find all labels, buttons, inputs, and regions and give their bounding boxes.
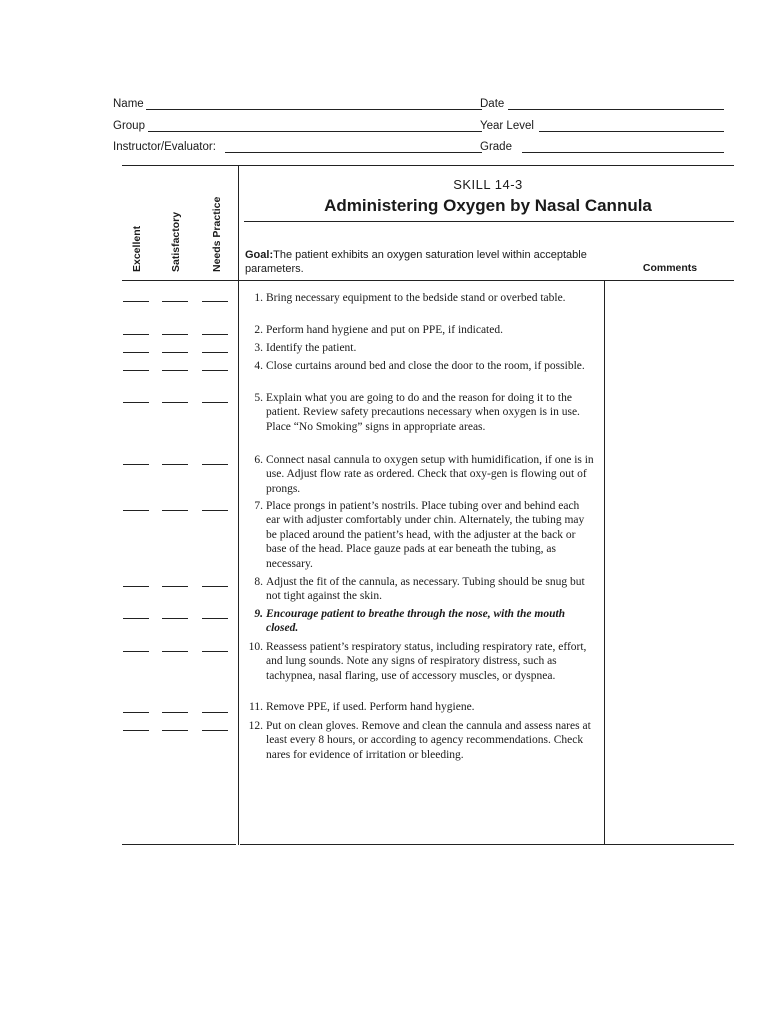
excellent-blank-step-4[interactable] xyxy=(123,370,149,371)
date-line xyxy=(508,109,724,110)
step-12 xyxy=(244,719,596,762)
step-9 xyxy=(244,607,596,636)
group-line xyxy=(148,131,482,132)
grade-field[interactable] xyxy=(480,140,725,154)
grade-line xyxy=(522,152,724,153)
needs-practice-blank-step-7[interactable] xyxy=(202,510,228,511)
satisfactory-blank-step-2[interactable] xyxy=(162,334,188,335)
goal-statement xyxy=(245,249,595,276)
step-text: Identify the patient. xyxy=(266,342,357,354)
step-text: Explain what you are going to do and the reason for doing it to the patient. Review safety precautions necessary when oxygen is in use. Place “No Smoking” signs in appropriate areas. xyxy=(266,392,580,433)
goal-text: The patient exhibits an oxygen saturation level within acceptable parameters. xyxy=(245,249,587,275)
satisfactory-blank-step-12[interactable] xyxy=(162,730,188,731)
excellent-blank-step-6[interactable] xyxy=(123,464,149,465)
name-label: Name xyxy=(113,98,144,110)
needs-practice-blank-step-9[interactable] xyxy=(202,618,228,619)
skill-title: Administering Oxygen by Nasal Cannula xyxy=(324,196,652,215)
instructor-line xyxy=(225,152,482,153)
step-text: Adjust the fit of the cannula, as necessary. Tubing should be snug but not tight against the skin. xyxy=(266,576,585,603)
left-column-divider xyxy=(238,165,239,845)
needs-practice-blank-step-1[interactable] xyxy=(202,301,228,302)
step-text: Connect nasal cannula to oxygen setup with humidification, if one is in use. Adjust flow rate as ordered. Check that oxy-gen is flowing out of prongs. xyxy=(266,454,594,495)
satisfactory-header: Satisfactory xyxy=(170,211,182,272)
step-5 xyxy=(244,391,596,434)
excellent-blank-step-7[interactable] xyxy=(123,510,149,511)
satisfactory-blank-step-1[interactable] xyxy=(162,301,188,302)
satisfactory-blank-step-7[interactable] xyxy=(162,510,188,511)
satisfactory-blank-step-8[interactable] xyxy=(162,586,188,587)
step-11 xyxy=(244,700,596,714)
needs-practice-blank-step-8[interactable] xyxy=(202,586,228,587)
step-text: Remove PPE, if used. Perform hand hygiene. xyxy=(266,701,475,713)
needs-practice-blank-step-4[interactable] xyxy=(202,370,228,371)
excellent-blank-step-12[interactable] xyxy=(123,730,149,731)
group-label: Group xyxy=(113,120,145,132)
step-number: 7. xyxy=(254,500,263,512)
needs-practice-blank-step-5[interactable] xyxy=(202,402,228,403)
excellent-blank-step-3[interactable] xyxy=(123,352,149,353)
table-top-rule xyxy=(122,165,734,166)
satisfactory-blank-step-11[interactable] xyxy=(162,712,188,713)
instructor-field[interactable] xyxy=(113,140,483,154)
step-text: Bring necessary equipment to the bedside stand or overbed table. xyxy=(266,292,566,304)
step-3 xyxy=(244,341,596,355)
name-line xyxy=(146,109,482,110)
step-8 xyxy=(244,575,596,604)
step-number: 4. xyxy=(254,360,263,372)
date-field[interactable] xyxy=(480,97,725,111)
step-number: 12. xyxy=(248,720,263,732)
step-text: Put on clean gloves. Remove and clean the cannula and assess nares at least every 8 hours, or according to agency recommendations. Check nares for evidence of irritation or bleeding. xyxy=(266,720,591,761)
grade-label: Grade xyxy=(480,141,512,153)
name-field[interactable] xyxy=(113,97,483,111)
satisfactory-blank-step-6[interactable] xyxy=(162,464,188,465)
step-number: 11. xyxy=(249,701,263,713)
year-level-label: Year Level xyxy=(480,120,534,132)
step-number: 1. xyxy=(254,292,263,304)
instructor-label: Instructor/Evaluator: xyxy=(113,141,216,153)
needs-practice-blank-step-11[interactable] xyxy=(202,712,228,713)
excellent-blank-step-10[interactable] xyxy=(123,651,149,652)
excellent-blank-step-5[interactable] xyxy=(123,402,149,403)
step-number: 8. xyxy=(254,576,263,588)
needs-practice-blank-step-2[interactable] xyxy=(202,334,228,335)
step-number: 6. xyxy=(254,454,263,466)
needs-practice-header: Needs Practice xyxy=(211,196,223,272)
table-bottom-rule-left xyxy=(122,844,236,845)
step-number: 3. xyxy=(254,342,263,354)
excellent-header: Excellent xyxy=(131,225,143,272)
step-text: Reassess patient’s respiratory status, including respiratory rate, effort, and lung sounds. Note any signs of respiratory distress, such as tachypnea, nasal flaring, use of accessory muscles, or dyspnea. xyxy=(266,641,587,682)
satisfactory-blank-step-4[interactable] xyxy=(162,370,188,371)
step-1 xyxy=(244,291,596,305)
step-10 xyxy=(244,640,596,683)
comments-column-divider xyxy=(604,280,605,845)
excellent-blank-step-8[interactable] xyxy=(123,586,149,587)
goal-label: Goal: xyxy=(245,249,274,261)
excellent-blank-step-2[interactable] xyxy=(123,334,149,335)
step-7 xyxy=(244,499,596,571)
skill-number: SKILL 14-3 xyxy=(453,177,523,192)
step-number: 2. xyxy=(254,324,263,336)
needs-practice-blank-step-10[interactable] xyxy=(202,651,228,652)
step-text: Close curtains around bed and close the door to the room, if possible. xyxy=(266,360,585,372)
title-underline xyxy=(244,221,734,222)
date-label: Date xyxy=(480,98,505,110)
step-number: 5. xyxy=(254,392,263,404)
step-text: Encourage patient to breathe through the nose, with the mouth closed. xyxy=(266,608,566,635)
satisfactory-blank-step-3[interactable] xyxy=(162,352,188,353)
excellent-blank-step-1[interactable] xyxy=(123,301,149,302)
year-level-field[interactable] xyxy=(480,119,725,133)
needs-practice-blank-step-3[interactable] xyxy=(202,352,228,353)
needs-practice-blank-step-6[interactable] xyxy=(202,464,228,465)
group-field[interactable] xyxy=(113,119,483,133)
header-bottom-rule xyxy=(122,280,734,281)
satisfactory-blank-step-9[interactable] xyxy=(162,618,188,619)
step-6 xyxy=(244,453,596,496)
step-number: 9. xyxy=(254,608,263,620)
step-text: Place prongs in patient’s nostrils. Place tubing over and behind each ear with adjuster comfortably under chin. Alternately, the tubing may be placed around the patient’s head, with the adjuster at the back or base of the head. Place gauze pads at ear beneath the tubing, as necessary. xyxy=(266,500,585,570)
step-4 xyxy=(244,359,596,373)
satisfactory-blank-step-5[interactable] xyxy=(162,402,188,403)
needs-practice-blank-step-12[interactable] xyxy=(202,730,228,731)
table-bottom-rule-right xyxy=(240,844,734,845)
step-text: Perform hand hygiene and put on PPE, if indicated. xyxy=(266,324,503,336)
year-level-line xyxy=(539,131,724,132)
satisfactory-blank-step-10[interactable] xyxy=(162,651,188,652)
excellent-blank-step-11[interactable] xyxy=(123,712,149,713)
step-number: 10. xyxy=(248,641,263,653)
comments-header: Comments xyxy=(642,262,698,274)
excellent-blank-step-9[interactable] xyxy=(123,618,149,619)
step-2 xyxy=(244,323,596,337)
